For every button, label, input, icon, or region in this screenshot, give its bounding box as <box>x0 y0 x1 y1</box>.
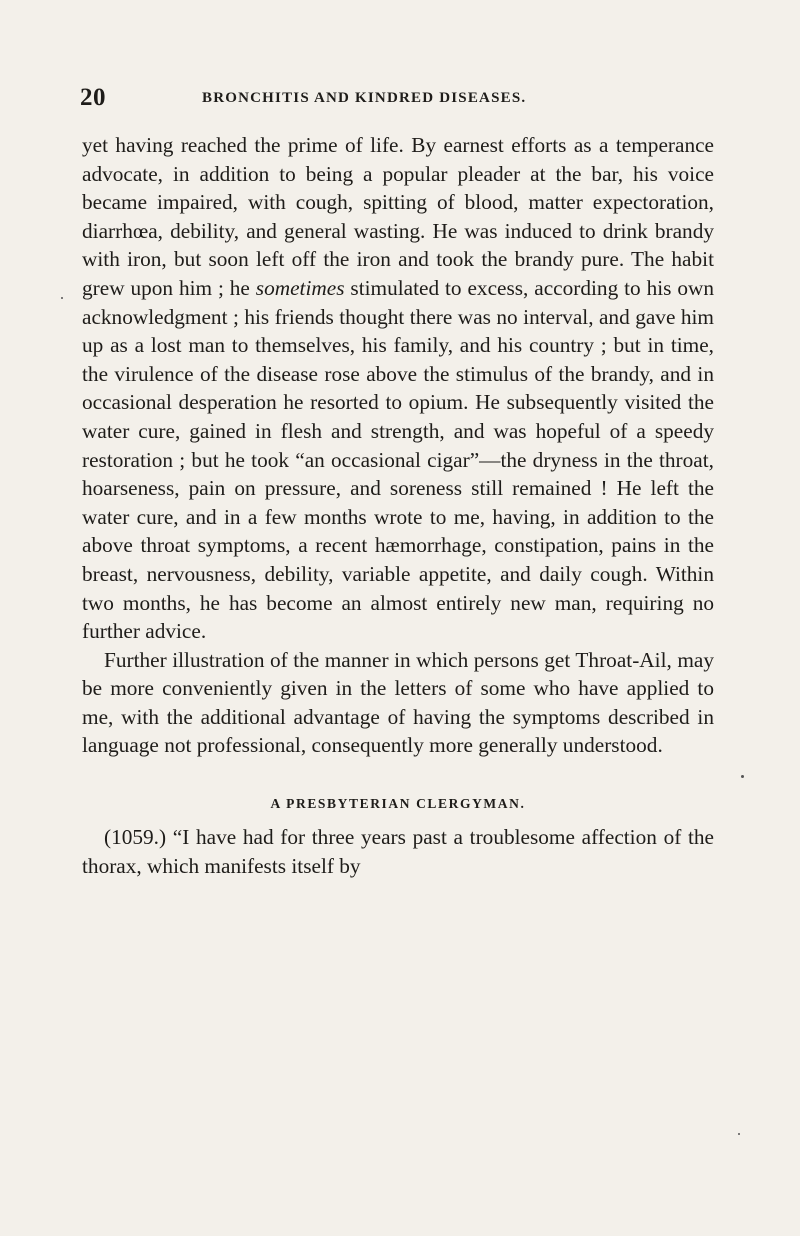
paragraph-text-end: stimulated to excess, according to his own acknowledgment ; his friends thought there was no interval, and gave him up as a lost man to themselves, his family, and his country ; but in time, the virulence of the disease rose above the stimulus of the brandy, and in occasional desperation he resorted to opium. He subsequently visited the water cure, gained in flesh and strength, and was hopeful of a speedy restoration ; but he took “an occasional cigar”—the dryness in the throat, hoarseness, pain on pressure, and soreness still remained ! He left the water cure, and in a few months wrote to me, having, in addition to the above throat symptoms, a recent hæmorrhage, constipation, pains in the breast, nervousness, debility, variable appetite, and daily cough. Within two months, he has become an almost entirely new man, requiring no further advice. <box>82 275 715 644</box>
letter-paragraph <box>82 823 714 880</box>
running-head: BRONCHITIS AND KINDRED DISEASES. <box>202 90 527 106</box>
scan-speck <box>738 1133 740 1135</box>
paragraph-continued <box>82 131 714 646</box>
paragraph-text-start: yet having reached the prime of life. By earnest efforts as a temperance advocate, in addition to being a popular pleader at the bar, his voice became impaired, with cough, spitting of blood, matter expectoration, diarrhœa, debility, and general wasting. He was induced to drink brandy with iron, but soon left off the iron and took the brandy pure. The habit grew upon him ; he <box>82 133 714 300</box>
letter-text: “I have had for three years past a troublesome affection of the thorax, which manifests itself by <box>82 825 714 878</box>
section-heading: A PRESBYTERIAN CLERGYMAN. <box>270 796 526 811</box>
scan-speck <box>741 775 744 778</box>
letter-excerpt <box>82 823 714 880</box>
page-header <box>80 84 720 114</box>
case-number: (1059.) <box>104 825 167 849</box>
page-number: 20 <box>80 84 106 111</box>
paragraph-illustration: Further illustration of the manner in which persons get Throat-Ail, may be more conveniently given in the letters of some who have applied to me, with the additional advantage of having the symptoms described in language not professional, consequently more generally understood. <box>82 647 714 758</box>
body-text <box>82 131 714 760</box>
scan-speck <box>61 297 63 299</box>
italic-emphasis: sometimes <box>255 275 345 300</box>
